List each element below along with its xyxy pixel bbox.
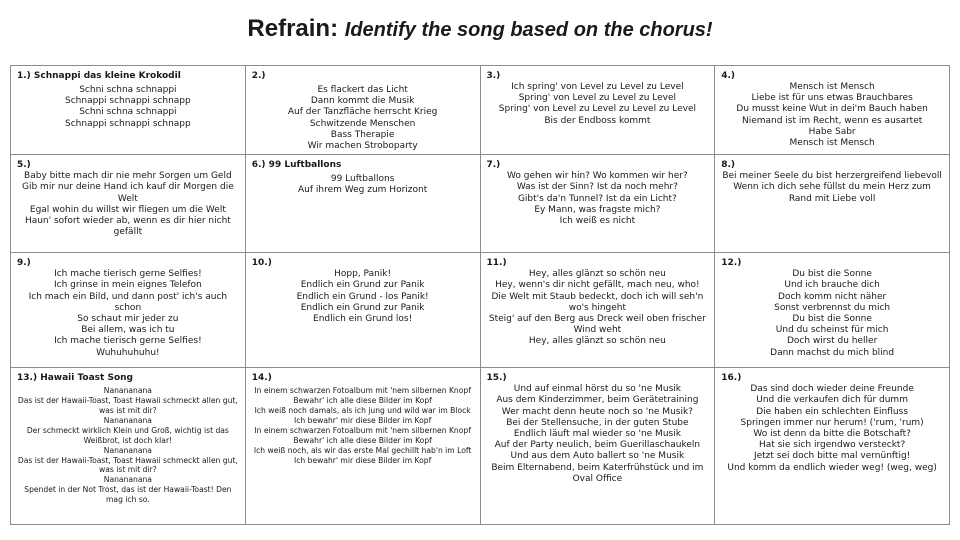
song-cell (715, 155, 950, 253)
song-cell (480, 253, 715, 368)
cell-lyrics: Du bist die Sonne Und ich brauche dich Doch komm nicht näher Sonst verbrennst du mich Du bist die Sonne Und du scheinst für mich Doch wirst du heller Dann machst du mich blind (770, 269, 895, 358)
cell-number: 13.) Hawaii Toast Song (17, 373, 133, 384)
cell-number: 6.) 99 Luftballons (251, 160, 342, 171)
song-grid (10, 65, 950, 525)
cell-lyrics: Das sind doch wieder deine Freunde Und die verkaufen dich für dumm Die haben ein schlechten Einfluss Springen immer nur herum! ('rum, 'rum) Wo ist denn da bitte die Botschaft? Hat sie sich irgendwo versteckt? Jetzt sei doch bitte mal vernünftig! Und komm da endlich wieder weg! (weg, weg) (727, 384, 937, 473)
cell-number: 14.) (251, 373, 272, 384)
cell-lyrics: Baby bitte mach dir nie mehr Sorgen um Geld Gib mir nur deine Hand ich kauf dir Morgen die Welt Egal wohin du willst wir fliegen um die Welt Haun' sofort wieder ab, wenn es dir hier nicht gefällt (22, 171, 234, 238)
title-label: Refrain: (247, 15, 339, 42)
cell-number: 8.) (721, 160, 736, 171)
cell-number: 9.) (17, 258, 31, 269)
cell-lyrics: Ich spring' von Level zu Level zu Level Spring' von Level zu Level zu Level Spring' von Level zu Level zu Level zu Level Bis der Endboss kommt (498, 82, 696, 126)
cell-lyrics: Wo gehen wir hin? Wo kommen wir her? Was ist der Sinn? Ist da noch mehr? Gibt's da'n Tunnel? Ist da ein Licht? Ey Mann, was fragste mich? Ich weiß es nicht (507, 171, 688, 227)
page-title (0, 14, 960, 45)
song-cell (245, 155, 480, 253)
cell-number: 10.) (251, 258, 272, 269)
cell-number: 11.) (486, 258, 507, 269)
song-cell (11, 66, 246, 155)
cell-lyrics: In einem schwarzen Fotoalbum mit 'nem silbernen Knopf Bewahr' ich alle diese Bilder im Kopf Ich weiß noch damals, als ich jung und wild war im Block Ich bewahr' mir diese Bilder im Kopf In einem schwarzen Fotoalbum mit 'nem silbernen Knopf Bewahr' ich alle diese Bilder im Kopf Ich weiß noch, als wir das erste Mal gechillt hab'n im Loft Ich bewahr' mir diese Bilder im Kopf (253, 386, 472, 465)
song-cell (480, 155, 715, 253)
song-cell (715, 253, 950, 368)
song-cell (245, 253, 480, 368)
song-cell (245, 66, 480, 155)
song-cell (11, 253, 246, 368)
cell-lyrics: Mensch ist Mensch Liebe ist für uns etwas Brauchbares Du musst keine Wut in dei'm Bauch haben Niemand ist im Recht, wenn es ausartet Habe Sabr Mensch ist Mensch (736, 82, 928, 149)
cell-number: 3.) (486, 71, 501, 81)
song-cell (480, 66, 715, 155)
cell-number: 1.) Schnappi das kleine Krokodil (17, 71, 181, 81)
cell-lyrics: Ich mache tierisch gerne Selfies! Ich grinse in mein eignes Telefon Ich mach ein Bild, und dann post' ich's auch schon So schaut mir jeder zu Bei allem, was ich tu Ich mache tierisch gerne Selfies! Wuhuhuhuhu! (28, 269, 228, 358)
song-cell (480, 368, 715, 525)
cell-number: 4.) (721, 71, 736, 81)
grid-row (11, 66, 950, 155)
cell-number: 12.) (721, 258, 742, 269)
song-cell (715, 368, 950, 525)
cell-lyrics: Es flackert das Licht Dann kommt die Musik Auf der Tanzfläche herrscht Krieg Schwitzende Menschen Bass Therapie Wir machen Stroboparty (287, 85, 438, 152)
cell-number: 5.) (17, 160, 31, 171)
cell-lyrics: Bei meiner Seele du bist herzergreifend liebevoll Wenn ich dich sehe füllst du mein Herz zum Rand mit Liebe voll (722, 171, 942, 204)
song-cell (11, 368, 246, 525)
grid-row (11, 155, 950, 253)
song-cell (715, 66, 950, 155)
cell-lyrics: Schni schna schnappi Schnappi schnappi schnapp Schni schna schnappi Schnappi schnappi schnapp (65, 85, 191, 129)
cell-number: 16.) (721, 373, 742, 384)
cell-number: 2.) (251, 71, 266, 81)
cell-lyrics: Hopp, Panik! Endlich ein Grund zur Panik Endlich ein Grund - los Panik! Endlich ein Grund zur Panik Endlich ein Grund los! (296, 269, 429, 325)
cell-lyrics: Nanananana Das ist der Hawaii-Toast, Toast Hawaii schmeckt allen gut, was ist mit dir? Nanananana Der schmeckt wirklich Klein und Groß, wichtig ist das Weißbrot, ist doch klar! Nanananana Das ist der Hawaii-Toast, Toast Hawaii schmeckt allen gut, was ist mit dir? Nanananana Spendet in der Not Trost, das ist der Hawaii-Toast! Den mag ich so. (17, 386, 238, 505)
cell-number: 15.) (486, 373, 507, 384)
grid-row (11, 368, 950, 525)
grid-row (11, 253, 950, 368)
song-cell (11, 155, 246, 253)
song-cell (245, 368, 480, 525)
cell-number: 7.) (486, 160, 501, 171)
title-subtitle: Identify the song based on the chorus! (344, 19, 713, 41)
cell-lyrics: Hey, alles glänzt so schön neu Hey, wenn's dir nicht gefällt, mach neu, who! Die Welt mit Staub bedeckt, doch ich will seh'n wo's hingeht Steig' auf den Berg aus Dreck weil oben frischer Wind weht Hey, alles glänzt so schön neu (488, 269, 706, 347)
cell-lyrics: 99 Luftballons Auf ihrem Weg zum Horizont (298, 174, 428, 196)
cell-lyrics: Und auf einmal hörst du so 'ne Musik Aus dem Kinderzimmer, beim Gerätetraining Wer macht denn heute noch so 'ne Musik? Bei der Stellensuche, in der guten Stube Endlich läuft mal wieder so 'ne Musik Auf der Party neulich, beim Guerillaschaukeln Und aus dem Auto ballert so 'ne Musik Beim Elternabend, beim Katerfrühstück und im Oval Office (491, 384, 704, 484)
